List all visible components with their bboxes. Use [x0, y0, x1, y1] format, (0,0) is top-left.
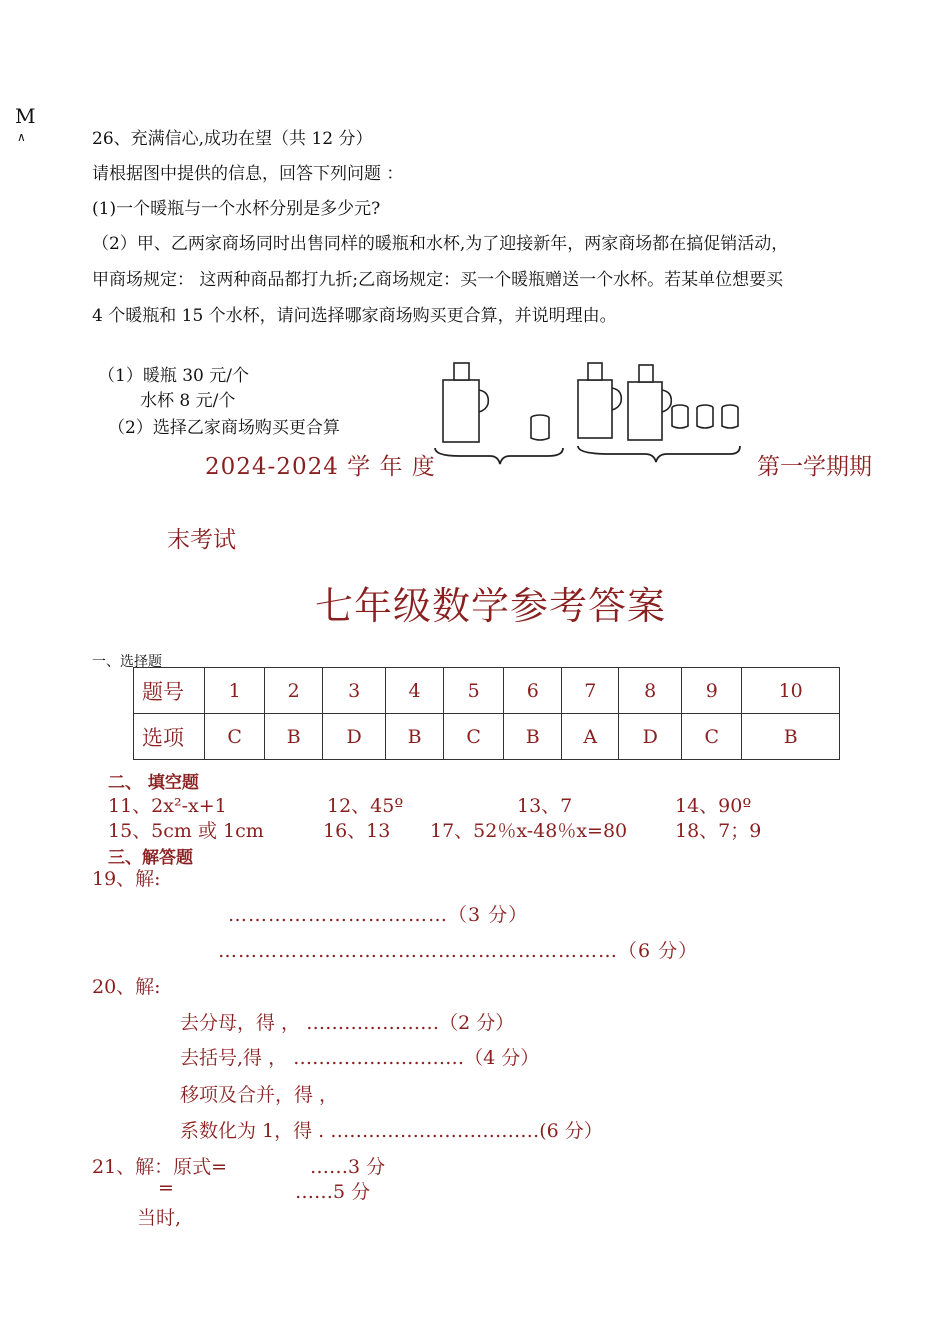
question-number: 5	[444, 668, 504, 714]
question-number: 3	[323, 668, 386, 714]
section-1-label: 一、选择题	[92, 654, 162, 670]
thermos-icon	[628, 382, 662, 440]
exam-label: 末考试	[167, 527, 236, 553]
question-number: 8	[619, 668, 682, 714]
q19-step-2: ……………………………………………………（6 分）	[218, 940, 699, 962]
q20-step-1: 去分母，得 ， …………………（2 分）	[180, 1012, 515, 1034]
answer-option: B	[742, 714, 840, 760]
fill-answer-13: 13、7	[517, 795, 573, 817]
thermos-icon	[578, 380, 612, 438]
q19-label: 19、解:	[92, 868, 161, 890]
answer-option: B	[265, 714, 323, 760]
problem-q2-line2: 甲商场规定： 这两种商品都打九折;乙商场规定：买一个暖瓶赠送一个水杯。若某单位想要买	[92, 270, 784, 290]
section-2-label: 二、 填空题	[108, 773, 199, 793]
margin-caret: ∧	[17, 130, 26, 144]
margin-letter: M	[15, 104, 36, 128]
answer-option: B	[504, 714, 562, 760]
q21-step-2: ……5 分	[295, 1181, 371, 1203]
thermos-icon	[443, 380, 479, 442]
fill-answer-18: 18、7；9	[675, 820, 762, 842]
q20-label: 20、解:	[92, 976, 161, 998]
answer-1-line2: 水杯 8 元/个	[140, 391, 236, 411]
fill-answer-15: 15、5cm 或 1cm	[108, 820, 264, 842]
question-number: 2	[265, 668, 323, 714]
question-number: 4	[386, 668, 444, 714]
table-row	[134, 714, 840, 760]
q21-condition: 当时,	[137, 1207, 182, 1229]
q20-step-3: 移项及合并，得 ，	[180, 1084, 339, 1106]
question-number: 6	[504, 668, 562, 714]
page-title: 七年级数学参考答案	[315, 584, 667, 628]
fill-answer-17: 17、52％x-48％x=80	[430, 820, 628, 842]
problem-heading: 26、充满信心,成功在望（共 12 分）	[92, 129, 373, 149]
school-year: 2024-2024 学 年 度	[205, 454, 436, 480]
fill-answer-12: 12、45º	[327, 795, 404, 817]
problem-intro: 请根据图中提供的信息，回答下列问题 ：	[92, 164, 404, 184]
answer-option: C	[682, 714, 742, 760]
q19-step-1: ……………………………（3 分）	[228, 904, 529, 926]
answer-option: C	[444, 714, 504, 760]
question-number: 10	[742, 668, 840, 714]
answer-table	[133, 667, 840, 760]
answer-option: D	[323, 714, 386, 760]
q21-step-1: ……3 分	[310, 1156, 386, 1178]
q20-step-4: 系数化为 1，得 . ……………………………(6 分）	[180, 1120, 603, 1142]
problem-q2-line1: （2）甲、乙两家商场同时出售同样的暖瓶和水杯,为了迎接新年，两家商场都在搞促销活动，	[92, 234, 789, 254]
answer-1-line1: （1）暖瓶 30 元/个	[98, 366, 249, 386]
answer-option: D	[619, 714, 682, 760]
fill-answer-11: 11、2x²-x+1	[108, 795, 227, 817]
row-label-question: 题号	[134, 668, 205, 714]
answer-option: B	[386, 714, 444, 760]
fill-answer-16: 16、13	[323, 820, 391, 842]
q21-equals: =	[158, 1177, 174, 1199]
thermos-cups-figure	[430, 360, 750, 465]
problem-q1: (1)一个暖瓶与一个水杯分别是多少元?	[92, 199, 381, 219]
question-number: 1	[205, 668, 265, 714]
question-number: 9	[682, 668, 742, 714]
question-number: 7	[562, 668, 619, 714]
fill-answer-14: 14、90º	[675, 795, 752, 817]
answer-option: C	[205, 714, 265, 760]
row-label-option: 选项	[134, 714, 205, 760]
q20-step-2: 去括号,得 ， ………………………（4 分）	[180, 1047, 540, 1069]
answer-2: （2）选择乙家商场购买更合算	[108, 418, 340, 438]
term-label: 第一学期期	[757, 454, 872, 480]
table-row	[134, 668, 840, 714]
answer-option: A	[562, 714, 619, 760]
section-3-label: 三、解答题	[108, 848, 193, 868]
problem-q2-line3: 4 个暖瓶和 15 个水杯，请问选择哪家商场购买更合算，并说明理由。	[92, 306, 617, 326]
q21-label: 21、解：原式=	[92, 1156, 228, 1178]
